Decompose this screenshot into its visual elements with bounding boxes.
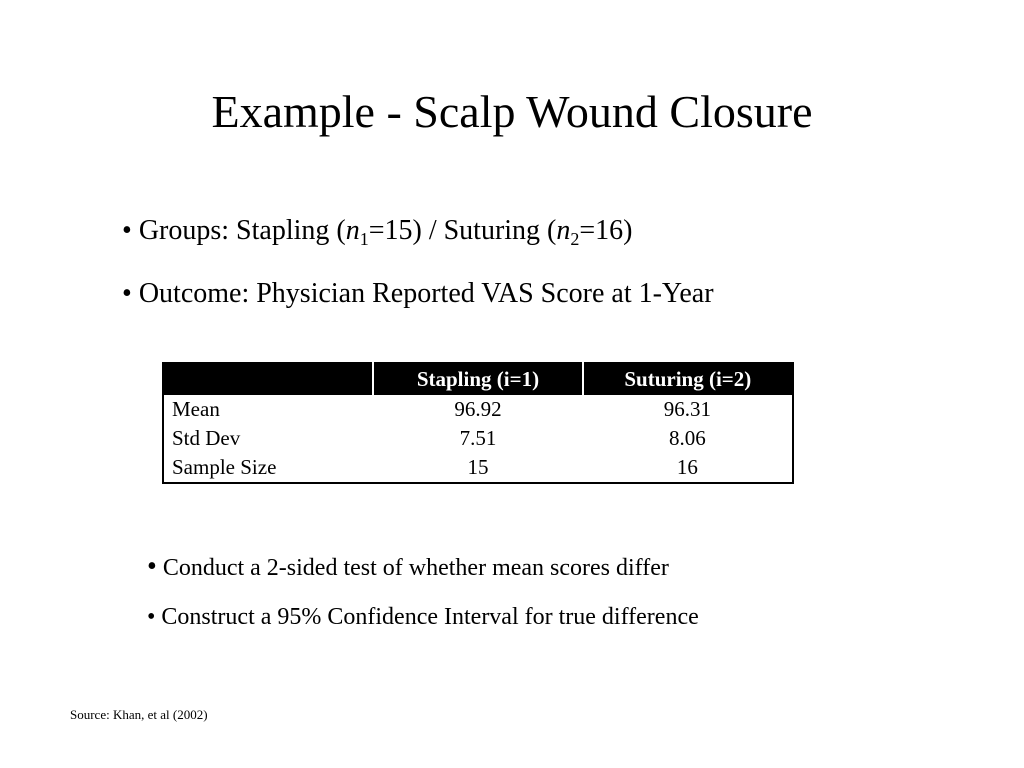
stapling-value: 15 — [467, 455, 489, 479]
n1-value: =15) / Suturing ( — [368, 215, 557, 246]
bullet-groups — [122, 214, 633, 248]
header-cell-suturing: Suturing (i=2) — [583, 363, 793, 395]
suturing-value: 16 — [676, 455, 698, 479]
header-cell-stapling: Stapling (i=1) — [373, 363, 582, 395]
table-row — [163, 453, 793, 483]
n2-symbol: n — [556, 215, 571, 246]
n1-symbol: n — [345, 215, 360, 246]
n1-subscript: 1 — [359, 229, 369, 249]
table-row — [163, 424, 793, 453]
suturing-value: 8.06 — [668, 426, 706, 450]
row-label: Sample Size — [172, 455, 277, 479]
row-label: Mean — [172, 397, 220, 421]
ci-text: Construct a 95% Confidence Interval for true difference — [161, 604, 699, 630]
slide-title: Example - Scalp Wound Closure — [211, 86, 813, 137]
n2-value: =16) — [579, 215, 633, 246]
bullet-marker: • — [122, 278, 132, 309]
bullet-marker: • — [147, 551, 157, 582]
stapling-value: 7.51 — [459, 426, 497, 450]
suturing-value: 96.31 — [663, 397, 711, 421]
header-cell-empty — [163, 363, 373, 395]
table-header-row — [163, 363, 793, 395]
bullet-marker: • — [122, 215, 132, 246]
groups-prefix: Groups: Stapling ( — [138, 215, 346, 246]
row-label: Std Dev — [172, 426, 241, 450]
table-row — [163, 395, 793, 424]
bullet-test — [147, 550, 669, 584]
summary-table — [162, 362, 794, 484]
source-note: Source: Khan, et al (2002) — [70, 707, 208, 722]
bullet-confidence-interval — [147, 603, 699, 632]
n2-subscript: 2 — [570, 229, 580, 249]
outcome-text: Outcome: Physician Reported VAS Score at 1-Year — [138, 278, 714, 309]
bullet-marker: • — [147, 604, 156, 630]
bullet-outcome — [122, 277, 714, 311]
test-text: Conduct a 2-sided test of whether mean scores differ — [162, 555, 669, 581]
stapling-value: 96.92 — [454, 397, 502, 421]
